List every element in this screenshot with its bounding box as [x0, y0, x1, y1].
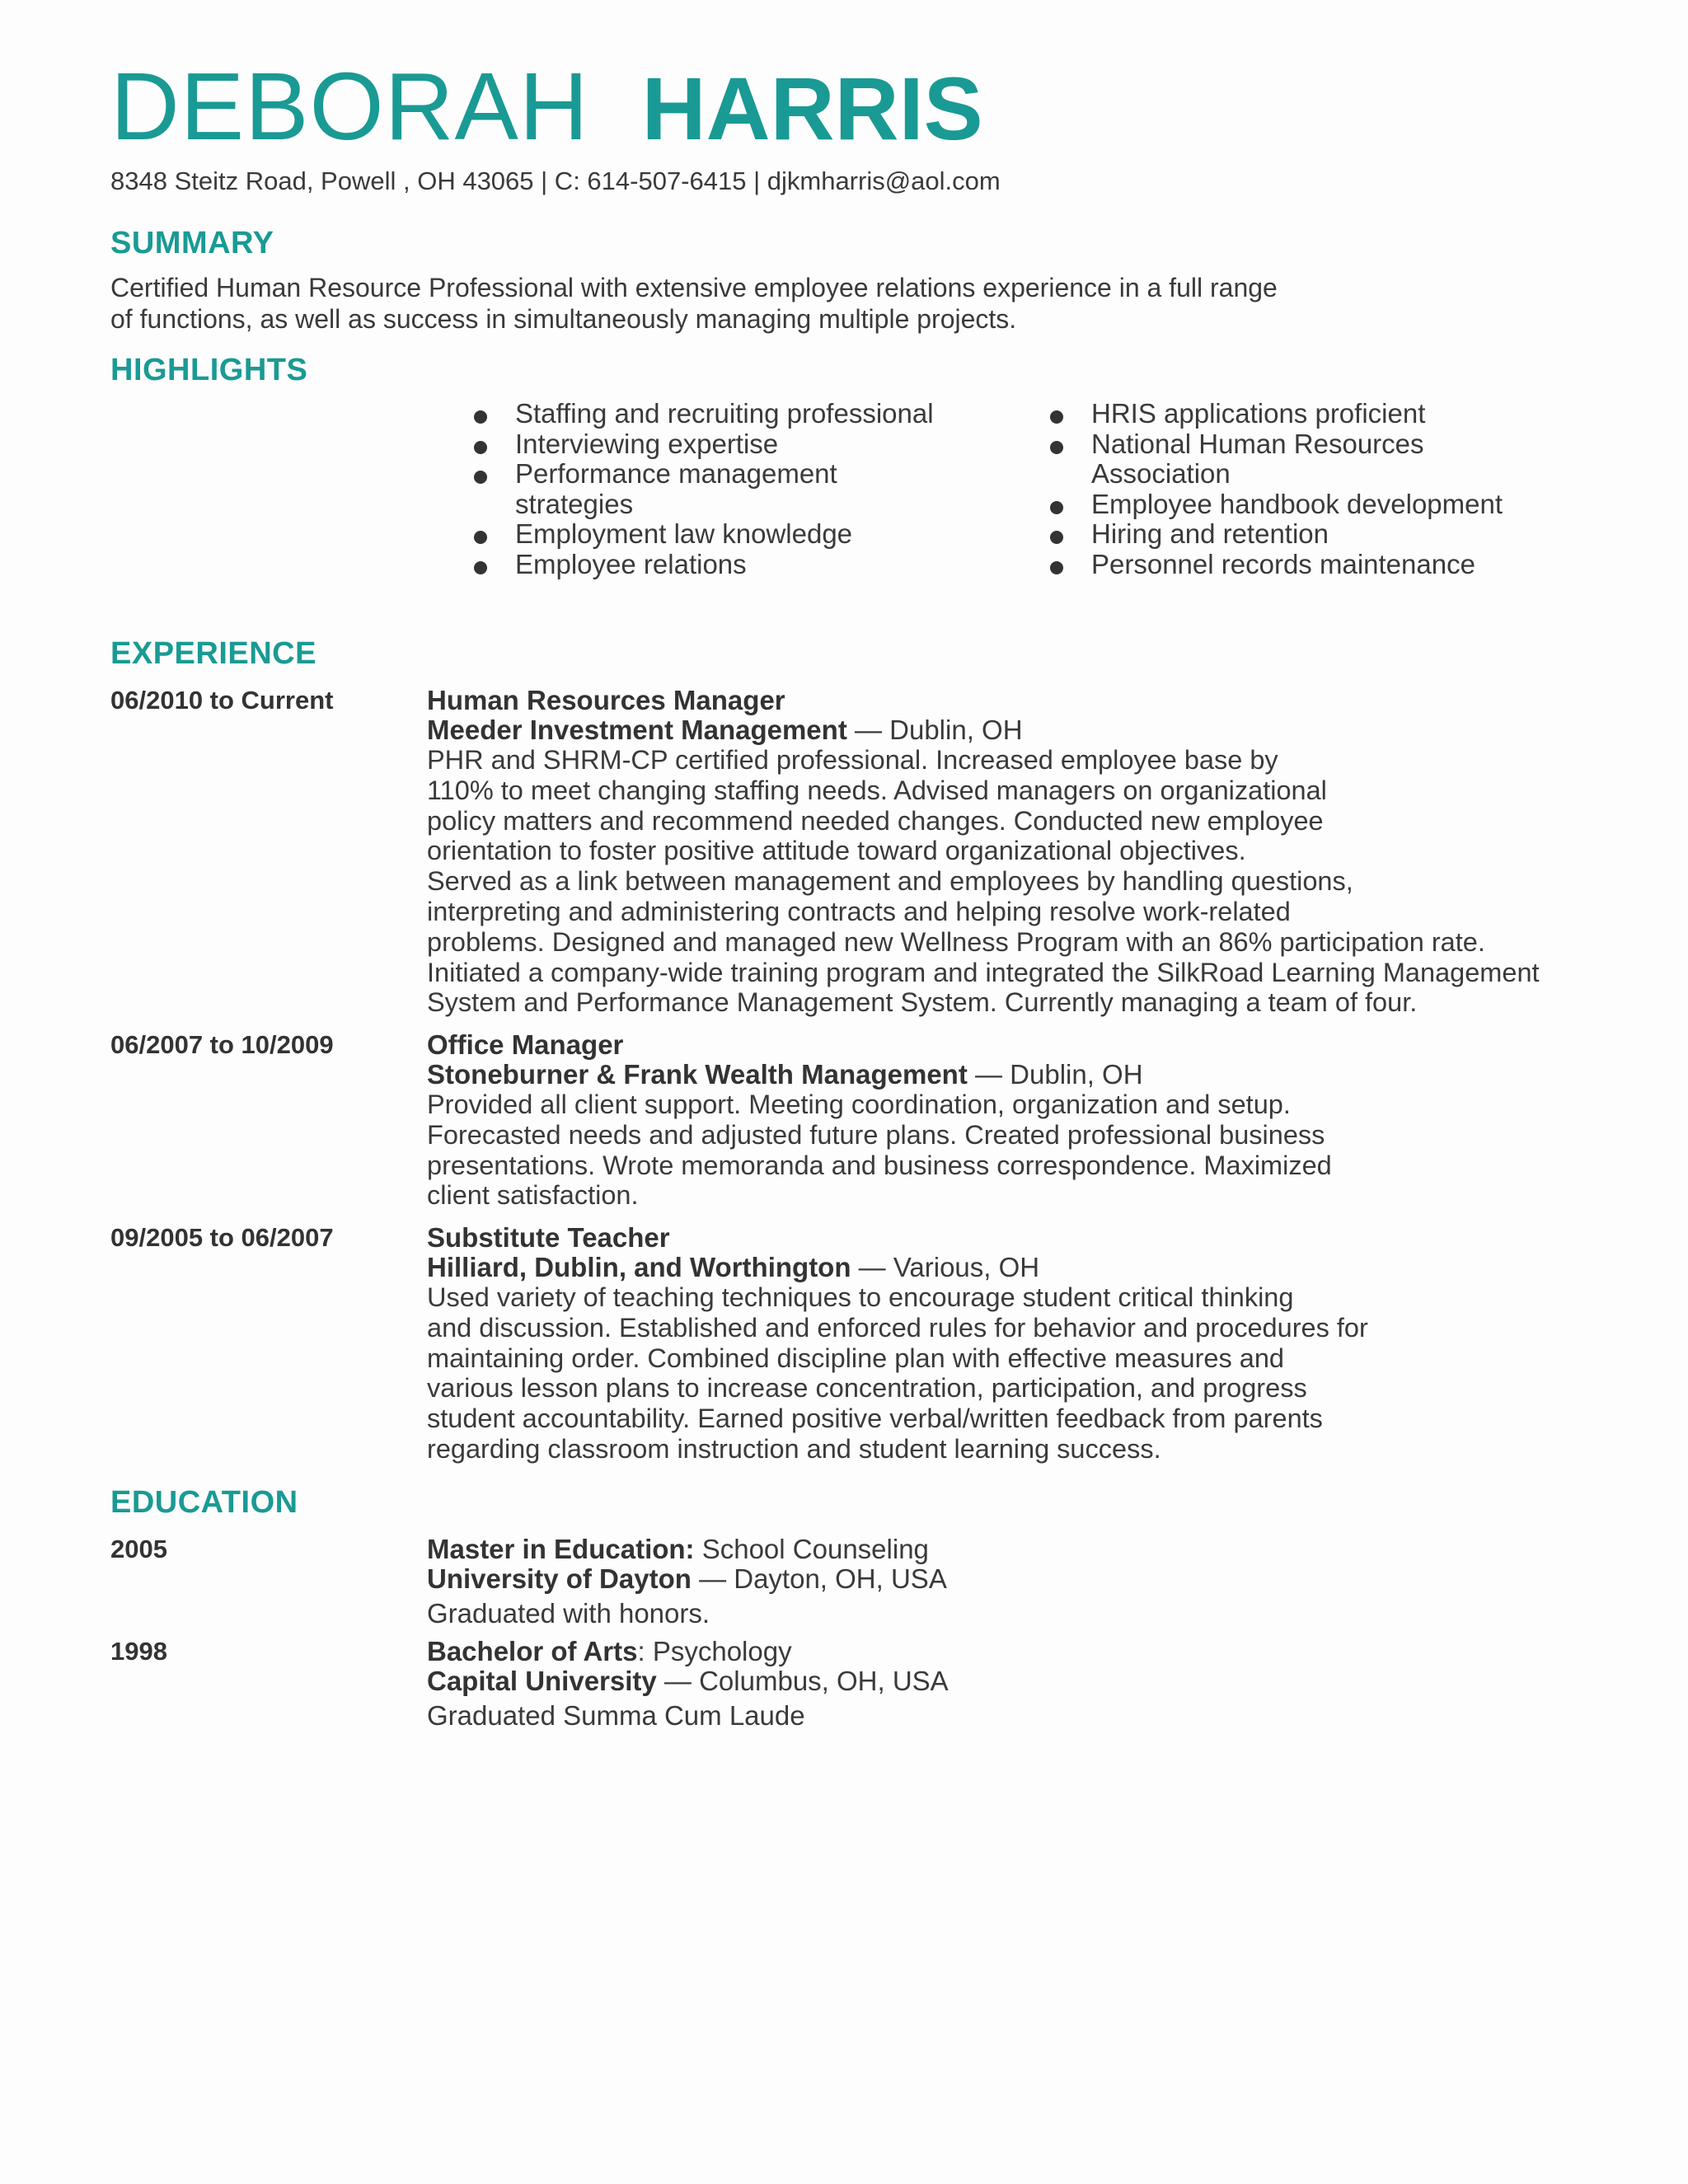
highlight-item [1050, 550, 1512, 580]
candidate-name [110, 51, 983, 158]
bullet-icon [474, 561, 487, 574]
highlight-item [474, 429, 935, 460]
job-description-line: and discussion. Established and enforced rules for behavior and procedures for [427, 1312, 1368, 1343]
contact-info: 8348 Steitz Road, Powell , OH 43065 | C: 614-507-6415 | djkmharris@aol.com [110, 166, 1001, 195]
job-description-line: Served as a link between management and employees by handling questions, [427, 866, 1353, 897]
job-dates: 09/2005 to 06/2007 [110, 1223, 334, 1252]
last-name: HARRIS [641, 59, 983, 158]
education-details [427, 1535, 1663, 1630]
job-location: — Various, OH [851, 1252, 1040, 1282]
degree-name: Bachelor of Arts [427, 1636, 638, 1666]
job-description [427, 1090, 1663, 1211]
job-title: Office Manager [427, 1029, 624, 1060]
highlight-text: Employee handbook development [1091, 488, 1503, 519]
school-line [427, 1564, 1663, 1594]
job-description-line: Forecasted needs and adjusted future plans. Created professional business [427, 1119, 1325, 1150]
degree-field: School Counseling [694, 1534, 929, 1564]
job-details [427, 1223, 1663, 1465]
job-description-line: orientation to foster positive attitude toward organizational objectives. [427, 836, 1246, 866]
bullet-icon [474, 471, 487, 484]
first-name: DEBORAH [110, 53, 589, 160]
highlight-text: Performance management strategies [515, 458, 837, 519]
job-description [427, 745, 1663, 1018]
highlight-item [474, 399, 935, 429]
job-location: — Dublin, OH [846, 715, 1023, 745]
job-description-line: student accountability. Earned positive verbal/written feedback from parents [427, 1404, 1323, 1434]
bullet-icon [474, 531, 487, 544]
highlight-text: National Human Resources Association [1091, 428, 1424, 489]
job-description-line: interpreting and administering contracts and helping resolve work-related [427, 896, 1291, 926]
job-description-line: various lesson plans to increase concentration, participation, and progress [427, 1373, 1307, 1404]
summary-heading: SUMMARY [110, 226, 274, 260]
highlight-item [474, 550, 935, 580]
job-description-line: maintaining order. Combined discipline plan with effective measures and [427, 1343, 1284, 1373]
degree-field: : Psychology [637, 1636, 792, 1666]
summary-text [110, 272, 1429, 335]
bullet-icon [474, 410, 487, 424]
highlight-text: HRIS applications proficient [1091, 398, 1426, 429]
job-details [427, 686, 1663, 1018]
experience-heading: EXPERIENCE [110, 636, 316, 671]
bullet-icon [1050, 561, 1063, 574]
job-description-line: System and Performance Management System. Currently managing a team of four. [427, 987, 1418, 1018]
highlight-text: Employment law knowledge [515, 518, 853, 549]
degree-line [427, 1637, 1663, 1666]
job-dates: 06/2007 to 10/2009 [110, 1030, 334, 1059]
highlight-item [1050, 429, 1512, 490]
job-description-line: policy matters and recommend needed changes. Conducted new employee [427, 805, 1324, 836]
highlight-item [1050, 490, 1512, 520]
highlight-item [474, 519, 935, 550]
job-description-line: client satisfaction. [427, 1180, 639, 1211]
job-description-line: Provided all client support. Meeting coordination, organization and setup. [427, 1090, 1291, 1119]
bullet-icon [1050, 410, 1063, 424]
highlights-list-right [1050, 399, 1512, 579]
job-employer [427, 1253, 1663, 1282]
job-description-line: 110% to meet changing staffing needs. Advised managers on organizational [427, 775, 1327, 805]
school-location: — Dayton, OH, USA [691, 1563, 947, 1594]
job-description [427, 1282, 1663, 1465]
education-heading: EDUCATION [110, 1485, 298, 1520]
company-name: Meeder Investment Management [427, 715, 847, 745]
highlight-text: Personnel records maintenance [1091, 548, 1475, 579]
bullet-icon [1050, 501, 1063, 514]
degree-line [427, 1535, 1663, 1564]
job-employer [427, 1060, 1663, 1090]
job-location: — Dublin, OH [967, 1059, 1143, 1090]
highlight-item [1050, 519, 1512, 550]
job-description-line: Initiated a company-wide training program and integrated the SilkRoad Learning Management [427, 957, 1540, 987]
job-description-line: problems. Designed and managed new Wellness Program with an 86% participation rate. [427, 926, 1485, 957]
highlight-item [1050, 399, 1512, 429]
job-title: Human Resources Manager [427, 685, 785, 715]
highlight-item [474, 459, 935, 519]
company-name: Hilliard, Dublin, and Worthington [427, 1252, 851, 1282]
school-name: Capital University [427, 1666, 657, 1696]
job-description-line: presentations. Wrote memoranda and business correspondence. Maximized [427, 1150, 1332, 1180]
job-details [427, 1030, 1663, 1211]
job-description-line: PHR and SHRM-CP certified professional. Increased employee base by [427, 745, 1278, 775]
education-year: 1998 [110, 1637, 167, 1666]
summary-line: Certified Human Resource Professional with extensive employee relations experience in a full range [110, 273, 1278, 302]
bullet-icon [1050, 531, 1063, 544]
job-employer [427, 715, 1663, 745]
job-description-line: regarding classroom instruction and student learning success. [427, 1433, 1161, 1464]
education-note: Graduated Summa Cum Laude [427, 1700, 805, 1731]
education-year: 2005 [110, 1535, 167, 1563]
highlight-text: Hiring and retention [1091, 518, 1329, 549]
highlight-text: Employee relations [515, 548, 747, 579]
bullet-icon [1050, 441, 1063, 454]
company-name: Stoneburner & Frank Wealth Management [427, 1059, 968, 1090]
degree-name: Master in Education: [427, 1534, 695, 1564]
job-title: Substitute Teacher [427, 1222, 670, 1253]
summary-line: of functions, as well as success in simultaneously managing multiple projects. [110, 304, 1017, 334]
highlights-heading: HIGHLIGHTS [110, 353, 308, 387]
highlight-text: Staffing and recruiting professional [515, 398, 934, 429]
education-details [427, 1637, 1663, 1732]
bullet-icon [474, 441, 487, 454]
school-location: — Columbus, OH, USA [656, 1666, 949, 1696]
school-line [427, 1666, 1663, 1696]
highlight-text: Interviewing expertise [515, 428, 779, 459]
school-name: University of Dayton [427, 1563, 692, 1594]
job-dates: 06/2010 to Current [110, 686, 334, 715]
job-description-line: Used variety of teaching techniques to encourage student critical thinking [427, 1282, 1294, 1312]
education-note: Graduated with honors. [427, 1598, 710, 1629]
highlights-list-left [474, 399, 935, 579]
